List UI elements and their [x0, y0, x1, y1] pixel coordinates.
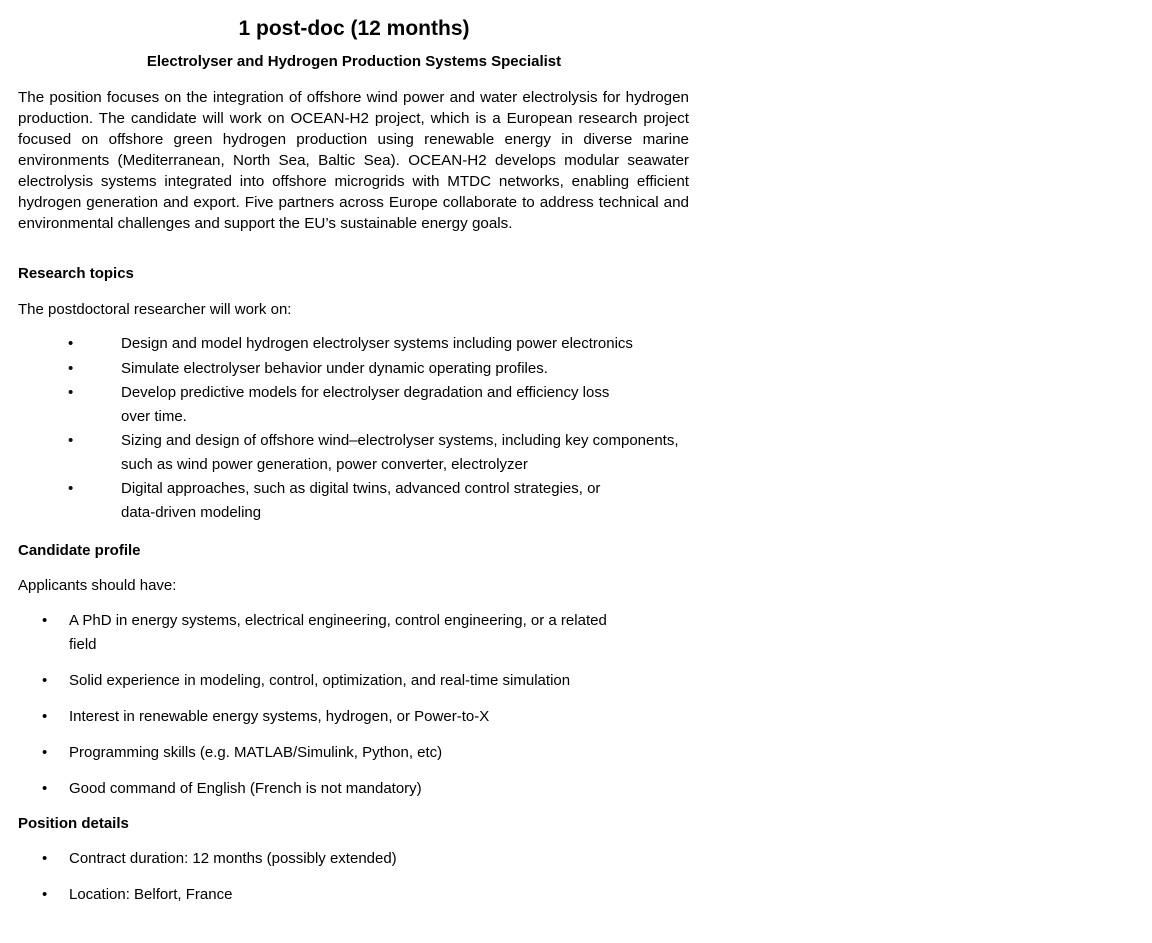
list-item	[18, 883, 669, 907]
list-item-text: Digital approaches, such as digital twins, advanced control strategies, or data-driven modeling	[121, 480, 601, 521]
list-item	[18, 477, 621, 525]
bullet-icon: •	[42, 850, 48, 867]
list-item-text: Develop predictive models for electrolyser degradation and efficiency loss over time.	[121, 384, 610, 425]
position-details-heading: Position details	[18, 815, 129, 832]
research-topics-list	[18, 332, 691, 525]
candidate-profile-lead: Applicants should have:	[18, 577, 177, 594]
candidate-profile-list	[18, 609, 669, 801]
list-item	[18, 705, 669, 729]
list-item-text: Sizing and design of offshore wind–electrolyser systems, including key components, such as wind power generation, power converter, electrolyzer	[121, 432, 679, 473]
list-item	[18, 847, 669, 871]
list-item-text: Interest in renewable energy systems, hydrogen, or Power-to-X	[69, 708, 490, 725]
intro-paragraph: The position focuses on the integration of offshore wind power and water electrolysis for hydrogen production. The candidate will work on OCEAN-H2 project, which is a European research project focused on offshore green hydrogen production using renewable energy in diverse marine environments (Mediterranean, North Sea, Baltic Sea). OCEAN-H2 develops modular seawater electrolysis systems integrated into offshore microgrids with MTDC networks, enabling efficient hydrogen generation and export. Five partners across Europe collaborate to address technical and environmental challenges and support the EU’s sustainable energy goals.	[18, 89, 689, 232]
bullet-icon: •	[42, 886, 48, 903]
list-item-text: A PhD in energy systems, electrical engineering, control engineering, or a related field	[69, 612, 607, 653]
list-item-text: Simulate electrolyser behavior under dynamic operating profiles.	[121, 360, 548, 377]
bullet-icon: •	[42, 708, 48, 725]
bullet-icon: •	[68, 480, 74, 497]
list-item	[18, 741, 669, 765]
research-topics-lead: The postdoctoral researcher will work on:	[18, 301, 292, 318]
list-item-text: Solid experience in modeling, control, optimization, and real-time simulation	[69, 672, 571, 689]
list-item	[18, 609, 609, 657]
position-details-list	[18, 847, 669, 907]
bullet-icon: •	[42, 672, 48, 689]
page-title: 1 post-doc (12 months)	[238, 17, 470, 40]
bullet-icon: •	[42, 780, 48, 797]
bullet-icon: •	[68, 432, 74, 449]
list-item	[18, 332, 691, 356]
bullet-icon: •	[68, 384, 74, 401]
list-item	[18, 381, 621, 429]
candidate-profile-heading: Candidate profile	[18, 542, 141, 559]
bullet-icon: •	[68, 335, 74, 352]
bullet-icon: •	[42, 612, 48, 629]
list-item	[18, 429, 681, 477]
list-item	[18, 777, 669, 801]
list-item-text: Design and model hydrogen electrolyser systems including power electronics	[121, 335, 633, 352]
list-item	[18, 669, 669, 693]
list-item	[18, 357, 691, 381]
research-topics-heading: Research topics	[18, 265, 134, 282]
bullet-icon: •	[68, 360, 74, 377]
list-item-text: Programming skills (e.g. MATLAB/Simulink, Python, etc)	[69, 744, 443, 761]
list-item-text: Good command of English (French is not mandatory)	[69, 780, 422, 797]
bullet-icon: •	[42, 744, 48, 761]
list-item-text: Location: Belfort, France	[69, 886, 233, 903]
list-item-text: Contract duration: 12 months (possibly extended)	[69, 850, 397, 867]
page-subtitle: Electrolyser and Hydrogen Production Systems Specialist	[146, 53, 562, 70]
